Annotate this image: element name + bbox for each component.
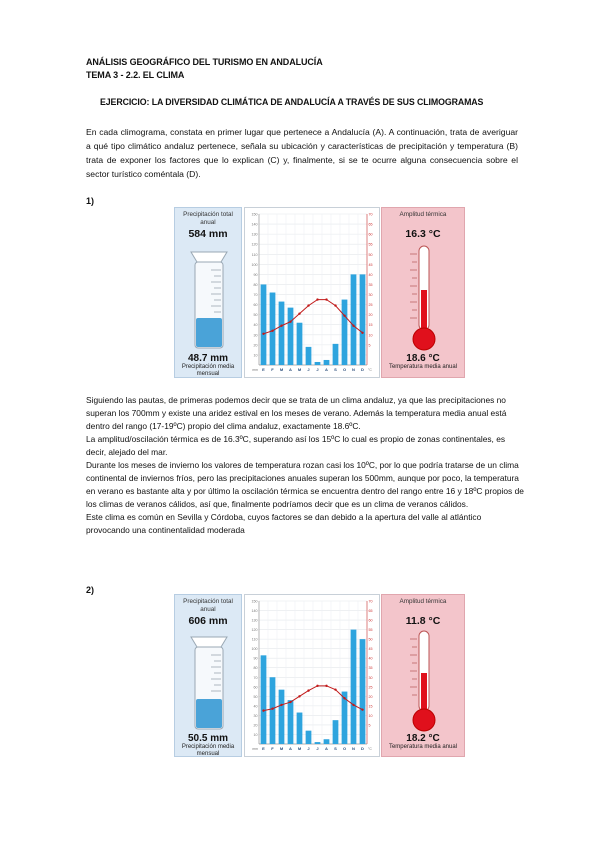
precip-tick-label: 10 <box>253 732 258 737</box>
amplitude-value-2: 11.8 °C <box>405 615 441 627</box>
temp-tick-label: 15 <box>368 704 373 709</box>
thermometer-icon <box>408 244 440 352</box>
month-tick-label: J <box>316 367 319 372</box>
precip-monthly-1: 48.7 mm <box>187 353 229 364</box>
section-2-label: 2) <box>86 585 95 595</box>
intro-paragraph: En cada climograma, constata en primer lugar que pertenece a Andalucía (A). A continuación, trata de averiguar a qué tipo climático andaluz pertenece, señala su ubicación y características de precipitación y temperatura (B) trata de exponer los factores que lo explican (C) y, finalmente, si se te ocurre alguna consecuencia sobre el sector turístico coméntala (D). <box>86 127 518 179</box>
month-tick-label: O <box>342 367 347 372</box>
precip-tick-label: 150 <box>251 212 258 217</box>
answer-1-paragraph: Durante los meses de invierno los valores de temperatura rozan casi los 10ºC, por lo que podría tratarse de un clima continental de inviernos fríos, pero las precipitaciones anuales superan los 500mm, aunque por poco, la temperatura en verano es bastante alta y por último la oscilación térmica se encuentra dentro del rango entre 16 y 18ºC propios de los climas de veranos cálidos, así que, finalmente podríamos decir que es un clima de veranos cálidos. <box>86 460 524 509</box>
temp-point <box>316 685 318 687</box>
month-tick-label: F <box>271 746 274 751</box>
month-tick-label: A <box>289 367 292 372</box>
month-tick-label: E <box>262 746 265 751</box>
temp-mean-1: 18.6 °C <box>406 353 440 364</box>
month-tick-label: N <box>352 367 355 372</box>
amplitude-value-1: 16.3 °C <box>405 228 441 240</box>
precip-tick-label: 10 <box>253 353 258 358</box>
precip-tick-label: 130 <box>251 232 258 237</box>
precip-bar <box>351 274 357 365</box>
temp-point <box>361 332 363 334</box>
precip-tick-label: 70 <box>253 293 258 298</box>
temp-point <box>352 704 354 706</box>
precip-tick-label: 100 <box>251 647 258 652</box>
precip-bar <box>288 308 294 365</box>
temp-tick-label: 10 <box>368 713 373 718</box>
temp-tick-label: 60 <box>368 232 373 237</box>
precip-bar <box>306 731 312 744</box>
temp-panel-2 <box>381 594 465 757</box>
precip-bar <box>360 274 366 365</box>
month-tick-label: A <box>325 367 328 372</box>
precip-bar <box>279 302 285 365</box>
precip-bar <box>288 700 294 744</box>
month-tick-label: N <box>352 746 355 751</box>
temp-point <box>262 709 264 711</box>
temp-point <box>325 685 327 687</box>
temp-point <box>361 708 363 710</box>
month-tick-label: S <box>334 367 337 372</box>
precip-tick-label: 80 <box>253 666 258 671</box>
precip-tick-label: 50 <box>253 313 258 318</box>
precip-title-1: Precipitación total anual <box>183 211 233 226</box>
precip-panel-2 <box>174 594 242 757</box>
document-header-title: ANÁLISIS GEOGRÁFICO DEL TURISMO EN ANDALUCÍA <box>86 57 323 67</box>
precip-tick-label: 20 <box>253 723 258 728</box>
month-tick-label: O <box>342 746 347 751</box>
temp-point <box>262 333 264 335</box>
temp-tick-label: 20 <box>368 694 373 699</box>
precip-bar <box>270 677 276 744</box>
precip-bar <box>297 323 303 365</box>
section-1-label: 1) <box>86 196 95 206</box>
temp-tick-label: 60 <box>368 618 373 623</box>
precip-tick-label: 150 <box>251 599 258 604</box>
temp-tick-label: 55 <box>368 628 373 633</box>
temp-tick-label: 65 <box>368 222 373 227</box>
precip-tick-label: 90 <box>253 272 258 277</box>
month-tick-label: J <box>307 746 310 751</box>
precip-tick-label: 70 <box>253 675 258 680</box>
precip-bar <box>297 713 303 744</box>
temp-tick-label: 5 <box>368 343 371 348</box>
precip-bar <box>351 630 357 744</box>
precip-bar <box>342 300 348 365</box>
temp-tick-label: 50 <box>368 252 373 257</box>
month-tick-label: D <box>361 367 364 372</box>
precip-bar <box>324 360 330 365</box>
month-tick-label: J <box>316 746 319 751</box>
precip-tick-label: 40 <box>253 704 258 709</box>
month-tick-label: M <box>279 746 284 751</box>
temp-point <box>289 321 291 323</box>
precip-total-2: 606 mm <box>188 615 228 627</box>
temp-point <box>280 704 282 706</box>
answer-1 <box>86 394 526 537</box>
temp-tick-label: 25 <box>368 303 373 308</box>
temp-point <box>352 325 354 327</box>
month-tick-label: J <box>307 367 310 372</box>
precip-bar <box>360 639 366 744</box>
temp-point <box>307 689 309 691</box>
month-tick-label: D <box>361 746 364 751</box>
precip-tick-label: 60 <box>253 303 258 308</box>
temp-tick-label: 45 <box>368 262 373 267</box>
temp-tick-label: 40 <box>368 656 373 661</box>
precip-title-2: Precipitación total anual <box>183 598 233 613</box>
temp-mean-label-2: Temperatura media anual <box>388 744 458 750</box>
precip-tick-label: 110 <box>251 637 258 642</box>
month-tick-label: M <box>297 746 302 751</box>
answer-1-paragraph: La amplitud/oscilación térmica es de 16.3ºC, superando así los 15ºC lo cual es propio de zonas continentales, es decir, alejado del mar. <box>86 434 506 457</box>
temp-tick-label: 25 <box>368 685 373 690</box>
climogram-chart-2 <box>244 594 380 757</box>
precip-tick-label: 50 <box>253 694 258 699</box>
temp-tick-label: 65 <box>368 609 373 614</box>
temp-tick-label: 40 <box>368 272 373 277</box>
precip-tick-label: 20 <box>253 343 258 348</box>
thermometer-icon <box>408 629 440 733</box>
precip-bar <box>279 690 285 744</box>
temp-point <box>334 688 336 690</box>
temp-tick-label: 70 <box>368 599 373 604</box>
temp-tick-label: 10 <box>368 333 373 338</box>
answer-1-paragraph: Este clima es común en Sevilla y Córdoba, cuyos factores se dan debido a la apertura del valle al atlántico provocando una continentalidad moderada <box>86 512 482 535</box>
precip-tick-label: 40 <box>253 323 258 328</box>
temp-tick-label: 20 <box>368 313 373 318</box>
precip-total-1: 584 mm <box>188 228 228 240</box>
precip-tick-label: 130 <box>251 618 258 623</box>
precip-tick-label: 30 <box>253 713 258 718</box>
precip-tick-label: 120 <box>251 628 258 633</box>
precip-tick-label: 60 <box>253 685 258 690</box>
precip-bar <box>261 284 267 365</box>
month-tick-label: A <box>325 746 328 751</box>
rain-gauge-icon <box>187 248 231 352</box>
temp-tick-label: 35 <box>368 282 373 287</box>
temp-tick-label: 35 <box>368 666 373 671</box>
precip-panel-1 <box>174 207 242 378</box>
precip-tick-label: 110 <box>251 252 258 257</box>
temp-tick-label: 5 <box>368 723 371 728</box>
temp-mean-label-1: Temperatura media anual <box>388 364 458 370</box>
temp-point <box>334 304 336 306</box>
precip-monthly-label-1: Precipitación media mensual <box>181 364 235 377</box>
precip-monthly-2: 50.5 mm <box>187 733 229 744</box>
precip-bar <box>270 293 276 365</box>
precip-bar <box>315 362 321 365</box>
temp-unit-label: °C <box>368 368 372 372</box>
precip-unit-label: mm <box>252 747 258 751</box>
temp-point <box>298 312 300 314</box>
precip-tick-label: 80 <box>253 282 258 287</box>
precip-monthly-label-2: Precipitación media mensual <box>181 744 235 757</box>
precip-bar <box>333 720 339 744</box>
temp-tick-label: 30 <box>368 675 373 680</box>
amplitude-title-2: Amplitud térmica <box>399 598 447 605</box>
temp-tick-label: 30 <box>368 293 373 298</box>
precip-tick-label: 30 <box>253 333 258 338</box>
exercise-title: EJERCICIO: LA DIVERSIDAD CLIMÁTICA DE ANDALUCÍA A TRAVÉS DE SUS CLIMOGRAMAS <box>100 97 484 107</box>
temp-point <box>280 325 282 327</box>
month-tick-label: S <box>334 746 337 751</box>
month-tick-label: M <box>297 367 302 372</box>
month-tick-label: E <box>262 367 265 372</box>
document-header-subtitle: TEMA 3 - 2.2. EL CLIMA <box>86 70 185 80</box>
precip-bar <box>324 739 330 744</box>
temp-unit-label: °C <box>368 747 372 751</box>
temp-tick-label: 50 <box>368 637 373 642</box>
temp-point <box>307 304 309 306</box>
temp-tick-label: 45 <box>368 647 373 652</box>
temp-panel-1 <box>381 207 465 378</box>
temp-tick-label: 55 <box>368 242 373 247</box>
precip-bar <box>315 742 321 744</box>
temp-point <box>343 697 345 699</box>
temp-point <box>343 314 345 316</box>
precip-unit-label: mm <box>252 368 258 372</box>
temp-tick-label: 15 <box>368 323 373 328</box>
amplitude-title-1: Amplitud térmica <box>399 211 447 218</box>
temp-point <box>289 701 291 703</box>
temp-point <box>271 708 273 710</box>
precip-tick-label: 90 <box>253 656 258 661</box>
precip-tick-label: 140 <box>251 609 258 614</box>
month-tick-label: F <box>271 367 274 372</box>
climogram-chart-1 <box>244 207 380 378</box>
precip-tick-label: 100 <box>251 262 258 267</box>
rain-gauge-icon <box>187 633 231 733</box>
precip-tick-label: 140 <box>251 222 258 227</box>
answer-1-paragraph: Siguiendo las pautas, de primeras podemos decir que se trata de un clima andaluz, ya que las precipitaciones no superan los 700mm y existe una aridez estival en los meses de verano. Además la temperatura media anual está dentro del rango (17-19ºC) propio del clima andaluz, exactamente 18.6ºC. <box>86 395 507 431</box>
precip-bar <box>306 347 312 365</box>
precip-bar <box>261 655 267 744</box>
precip-tick-label: 120 <box>251 242 258 247</box>
temp-point <box>271 330 273 332</box>
temp-point <box>325 298 327 300</box>
temp-mean-2: 18.2 °C <box>406 733 440 744</box>
month-tick-label: A <box>289 746 292 751</box>
temp-tick-label: 70 <box>368 212 373 217</box>
temp-point <box>316 298 318 300</box>
precip-bar <box>333 344 339 365</box>
month-tick-label: M <box>279 367 284 372</box>
temp-point <box>298 695 300 697</box>
